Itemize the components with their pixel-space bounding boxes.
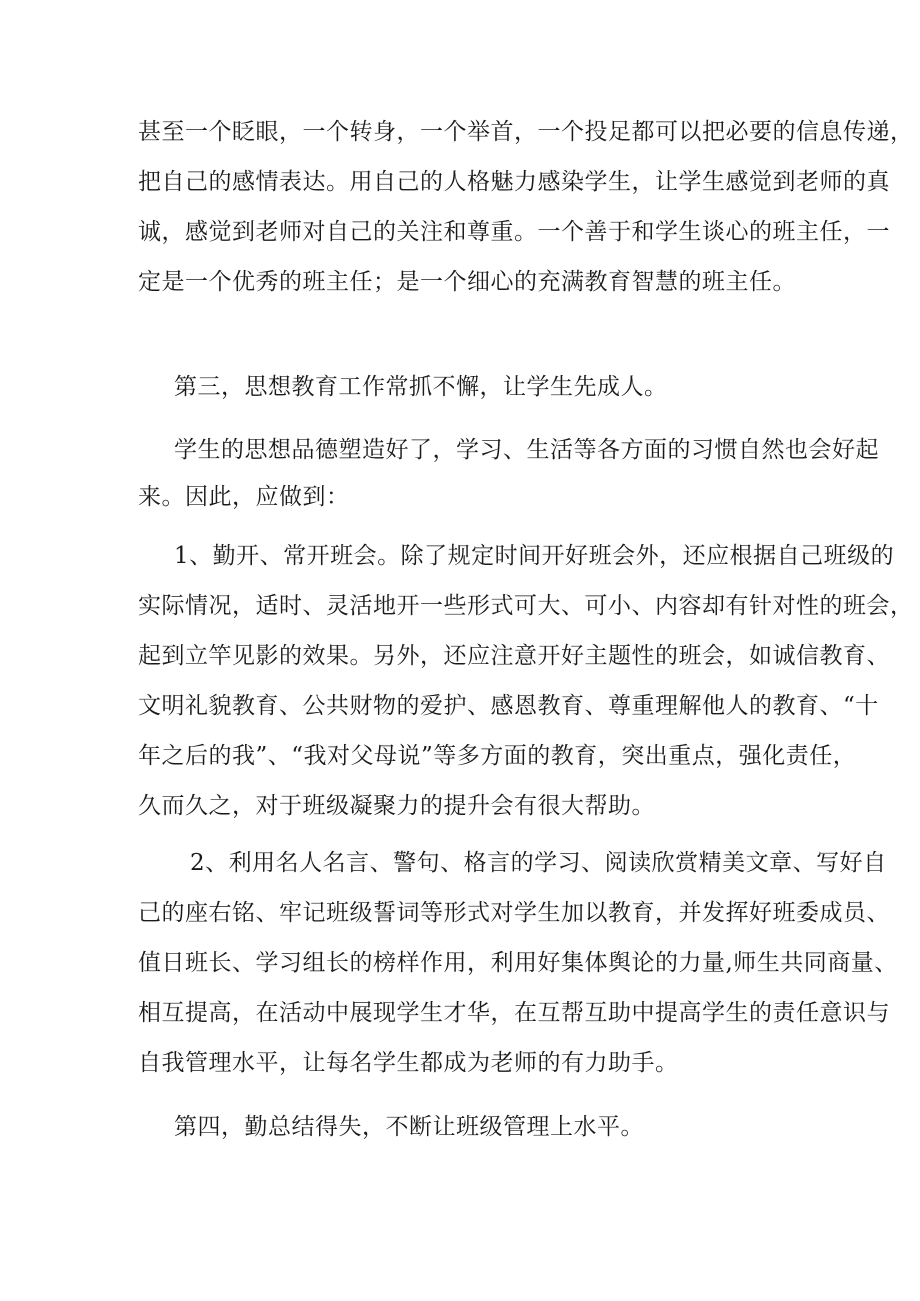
text-line: 学生的思想品德塑造好了，学习、生活等各方面的习惯自然也会好起 (174, 437, 879, 463)
text-line: 文明礼貌教育、公共财物的爱护、感恩教育、尊重理解他人的教育、“十 (138, 693, 879, 719)
text-line: 诚，感觉到老师对自己的关注和尊重。一个善于和学生谈心的班主任，一 (138, 219, 890, 245)
text-line: 2、利用名人名言、警句、格言的学习、阅读欣赏精美文章、写好自 (190, 850, 887, 876)
text-line: 年之后的我”、“我对父母说”等多方面的教育，突出重点，强化责任， (138, 743, 857, 769)
text-line: 来。因此，应做到： (138, 484, 350, 510)
text-line: 自我管理水平，让每名学生都成为老师的有力助手。 (138, 1050, 679, 1076)
section-heading-third: 第三，思想教育工作常抓不懈，让学生先成人。 (174, 374, 668, 400)
text-line: 实际情况，适时、灵活地开一些形式可大、可小、内容却有针对性的班会， (138, 593, 914, 619)
section-heading-fourth: 第四，勤总结得失，不断让班级管理上水平。 (174, 1114, 644, 1140)
text-line: 1、勤开、常开班会。除了规定时间开好班会外，还应根据自己班级的 (174, 543, 895, 569)
text-line: 相互提高，在活动中展现学生才华，在互帮互助中提高学生的责任意识与 (138, 1000, 890, 1026)
text-line: 值日班长、学习组长的榜样作用，利用好集体舆论的力量,师生共同商量、 (138, 950, 898, 976)
text-line: 甚至一个眨眼，一个转身，一个举首，一个投足都可以把必要的信息传递， (138, 119, 914, 145)
text-line: 定是一个优秀的班主任；是一个细心的充满教育智慧的班主任。 (138, 269, 796, 295)
text-line: 久而久之，对于班级凝聚力的提升会有很大帮助。 (138, 793, 655, 819)
text-line: 把自己的感情表达。用自己的人格魅力感染学生，让学生感觉到老师的真 (138, 169, 890, 195)
text-line: 起到立竿见影的效果。另外，还应注意开好主题性的班会，如诚信教育、 (138, 643, 890, 669)
text-line: 己的座右铭、牢记班级誓词等形式对学生加以教育，并发挥好班委成员、 (138, 900, 890, 926)
